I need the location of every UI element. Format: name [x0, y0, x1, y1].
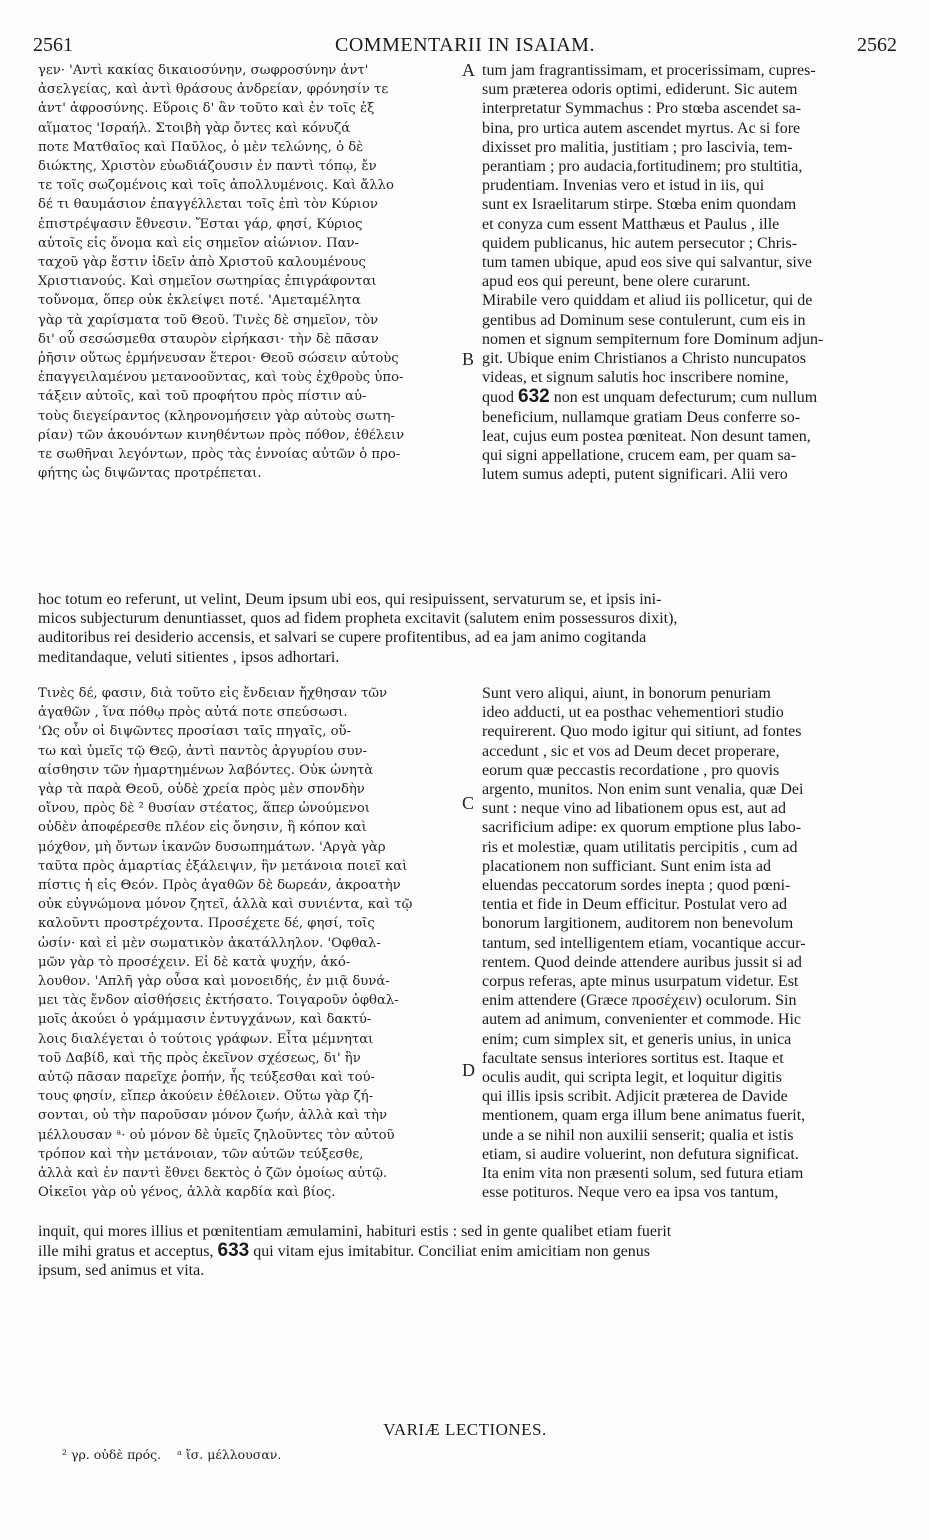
latin-line: sum præterea odoris optimi, ediderunt. Sic autem: [482, 81, 798, 99]
latin-line: git. Ubique enim Christianos a Christo nuncupatos: [482, 350, 806, 368]
latin-full-line: inquit, qui mores illius et pœnitentiam æmulamini, habituri estis : sed in gente qualibet etiam fuerit: [38, 1223, 672, 1240]
greek-line: δέ τι θαυμάσιον ἐπαγγέλλεται τοῖς ἐπὶ τὸν Κύριον: [38, 197, 378, 213]
greek-line: οἴνου, πρὸς δὲ ² θυσίαν στέατος, ἅπερ ὠνούμενοι: [38, 801, 370, 817]
latin-line: Ita enim vita non præsenti solum, sed futura etiam: [482, 1165, 804, 1183]
greek-line: τους φησίν, εἴπερ ἀκούειν ἐθέλοιεν. Οὕτω γὰρ ζή-: [38, 1089, 374, 1105]
greek-line: τε σωθῆναι λεγόντων, πρὸς τὰς ἐννοίας αὐτῶν ὁ προ-: [38, 447, 401, 463]
latin-line: ideo adducti, ut ea posthac vehementiori studio: [482, 704, 784, 722]
latin-column-a: [482, 61, 897, 484]
greek-line: τε τοῖς σωζομένοις καὶ τοῖς ἀπολλυμένοις. Καὶ ἄλλο: [38, 178, 394, 194]
greek-line: τοῦ Δαβίδ, καὶ τῆς πρὸς ἐκεῖνον σχέσεως, δι' ἣν: [38, 1050, 361, 1066]
latin-full-line: micos subjecturum denuntiasset, quos ad fidem propheta excitavit (salutem enim possessuros dixit),: [38, 610, 678, 628]
latin-line: apud eos qui pereunt, bene olere curarunt.: [482, 273, 751, 291]
greek-line: ἐπιστρέψασιν ἔθνεσιν. Ἔσται γάρ, φησί, Κύριος: [38, 216, 363, 232]
running-title: COMMENTARII IN ISAIAM.: [335, 34, 595, 56]
greek-line: μόχθον, μὴ ὄντων ἱκανῶν δυσωπημάτων. 'Αργὰ γὰρ: [38, 839, 386, 855]
latin-full-width-a: [38, 590, 677, 667]
latin-line: bina, pro urtica autem ascendet myrtus. Ac si fore: [482, 119, 801, 137]
latin-line: autem ad animum, convenienter et commode. Hic: [482, 1011, 801, 1029]
greek-line: τοὔνομα, ὅπερ οὐκ ἐκλείψει ποτέ. 'Αμεταμέλητα: [38, 293, 361, 309]
latin-line: gentibus ad Dominum sese contulerunt, cum eis in: [482, 311, 806, 329]
greek-line: 'Ως οὖν οἱ διψῶντες προσίασι ταῖς πηγαῖς, οὕ-: [38, 724, 351, 740]
greek-line: γεν· 'Αντὶ κακίας δικαιοσύνην, σωφροσύνην ἀντ': [38, 63, 369, 78]
greek-column-b: [38, 684, 458, 1202]
latin-full-line: auditoribus rei desiderio accensis, et salvari se cupere profitentibus, ad ea jam animo cogitanda: [38, 629, 647, 647]
latin-line: tentia et fide in Deum efficitur. Postulat vero ad: [482, 896, 787, 914]
latin-line: enim attendere (Græce προσέχειν) oculorum. Sin: [482, 992, 797, 1010]
latin-line: accedunt , sic et vos ad Deum decet properare,: [482, 742, 780, 760]
latin-line: mentionem, quam erga illum bene animatus fuerit,: [482, 1107, 806, 1125]
greek-line: ῥῆσιν οὕτως ἑρμήνευσαν ἕτεροι· Θεοῦ σώσειν αὐτοὺς: [38, 351, 399, 367]
latin-line: sunt ex Israelitarum stirpe. Stœba enim quondam: [482, 196, 797, 214]
latin-line: bonorum largitionem, auditorem non benevolum: [482, 915, 794, 933]
greek-line: ταῦτα πρὸς ἁμαρτίας ἐξάλειψιν, ἣν μετάνοια ποιεῖ καὶ: [38, 858, 408, 874]
greek-line: λοις διαλέγεται ὁ τούτοις γράφων. Εἶτα μέμνηται: [38, 1031, 374, 1047]
greek-line: αἵματος 'Ισραήλ. Στοιβὴ γὰρ ὄντες καὶ κόνυζά: [38, 120, 351, 136]
page-number-right: 2562: [857, 34, 897, 56]
latin-line: leat, cujus eum postea pœniteat. Non desunt tamen,: [482, 427, 811, 445]
greek-line: διώκτης, Χριστὸν εὐωδιάζουσιν ἐν παντὶ τόπῳ, ἔν: [38, 159, 377, 175]
latin-line: dixisset pro malitia, justitiam ; pro lascivia, tem-: [482, 138, 793, 156]
greek-line: αὐτῷ πᾶσαν παρεῖχε ῥοπήν, ἧς τεύξεσθαι καὶ τού-: [38, 1070, 376, 1086]
latin-line: perantiam ; pro audacia,fortitudinem; pro stultitia,: [482, 158, 803, 176]
greek-line: γὰρ τὰ χαρίσματα τοῦ Θεοῦ. Τινὲς δὲ σημεῖον, τὸν: [38, 312, 379, 328]
greek-line: μῶν γὰρ τὸ προσέχειν. Εἰ δὲ κατὰ ψυχήν, ἀκό-: [38, 954, 351, 970]
latin-column-b: [482, 684, 897, 1202]
margin-marker-b: B: [462, 349, 475, 369]
latin-full-line: meditandaque, veluti sitientes , ipsos adhortari.: [38, 648, 340, 666]
greek-line: Τινὲς δέ, φασιν, διὰ τοῦτο εἰς ἔνδειαν ἤχθησαν τῶν: [38, 686, 388, 701]
greek-line: ἀλλὰ καὶ ἐν παντὶ ἔθνει δεκτὸς ὁ ζῶν ὁμοίως αὐτῷ.: [38, 1166, 388, 1182]
latin-line: quidem publicanus, hic autem persecutor ; Chris-: [482, 234, 798, 252]
greek-line: ἀντ' ἀφροσύνης. Εὕροις δ' ἂν τοῦτο καὶ ἐν τοῖς ἐξ: [38, 101, 375, 117]
page-number-left: 2561: [33, 34, 73, 56]
greek-line: αὐτοῖς εἰς ὄνομα καὶ εἰς σημεῖον αἰώνιον. Παν-: [38, 235, 360, 251]
latin-line: beneficium, nullamque gratiam Deus conferre so-: [482, 408, 801, 426]
latin-line: tum jam fragrantissimam, et procerissimam, cupres-: [482, 62, 816, 79]
greek-line: ἀγαθῶν , ἵνα πόθῳ πρὸς αὐτά ποτε σπεύσωσι.: [38, 705, 348, 721]
latin-line: lutem sumus adepti, putent significari. Alii vero: [482, 466, 788, 484]
greek-line: φήτης ὡς διψῶντας προτρέπεται.: [38, 466, 262, 482]
latin-line: oculis audit, qui scripta legit, et loquitur digitis: [482, 1069, 782, 1087]
latin-line: qui illis ipsis scribit. Adjicit præterea de Davide: [482, 1088, 788, 1106]
latin-line: corpus referas, apte minus usurpatum videtur. Est: [482, 973, 799, 991]
greek-column-a: [38, 61, 458, 483]
greek-line: οὐδὲν ἀποφέρεσθε πλέον εἰς ὄνησιν, ἢ κόπον καὶ: [38, 820, 367, 836]
greek-line: τάξειν αὐτοῖς, καὶ τοῦ προφήτου πρὸς πίστιν αὐ-: [38, 389, 367, 405]
page-header: [33, 14, 897, 54]
latin-line: rentem. Quod deinde attendere auribus jussit si ad: [482, 953, 802, 971]
latin-line: placationem non sufficiant. Sunt enim ista ad: [482, 857, 771, 875]
variae-lectiones-heading: VARIÆ LECTIONES.: [383, 1420, 547, 1439]
latin-line: esse potituros. Neque vero ea ipsa vos tantum,: [482, 1184, 779, 1202]
latin-full-line: ille mihi gratus et acceptus, 633 qui vitam ejus imitabitur. Conciliat enim amicitiam non genus: [38, 1240, 651, 1262]
latin-line: tum tamen ubique, apud eos sive qui salvantur, sive: [482, 254, 812, 272]
latin-line: etiam, si audire voluerint, non defutura significat.: [482, 1145, 799, 1163]
latin-line: et conyza cum essent Matthæus et Paulus , ille: [482, 215, 780, 233]
greek-line: ἀσελγείας, καὶ ἀντὶ θράσους ἀνδρείαν, φρόνησίν τε: [38, 82, 389, 98]
greek-line: Οἰκεῖοι γὰρ οὐ γένος, ἀλλὰ καρδία καὶ βίος.: [38, 1185, 336, 1201]
greek-line: ἐπαγγειλαμένου μετανοοῦντας, καὶ τοὺς ἐχθροὺς ὑπο-: [38, 370, 404, 386]
greek-line: μοῖς ἀκούει ὁ γράμμασιν ἐντυγχάνων, καὶ δακτύ-: [38, 1012, 372, 1028]
greek-line: οὐκ εὐγνώμονα μόνον ζητεῖ, ἀλλὰ καὶ συνιέντα, καὶ τῷ: [38, 897, 413, 913]
latin-line: requirerent. Quo modo igitur qui sitiunt, ad fontes: [482, 723, 802, 741]
latin-line: ris et molestiæ, quam utilitatis percipitis , cum ad: [482, 838, 798, 856]
greek-line: σονται, οὐ τὴν παροῦσαν μόνον ζωήν, ἀλλὰ καὶ τὴν: [38, 1108, 387, 1124]
latin-line: prudentiam. Invenias vero et istud in iis, qui: [482, 177, 765, 195]
greek-line: ταχοῦ γὰρ ἔστιν ἰδεῖν ἀπὸ Χριστοῦ καλουμένους: [38, 255, 366, 271]
variae-lectiones-notes: ² γρ. οὐδὲ πρός. ᵃ ἴσ. μέλλουσαν.: [62, 1447, 282, 1462]
latin-line: eorum quæ peccastis recordatione , pro quovis: [482, 761, 780, 779]
latin-line: nomen et signum sempiternum fore Dominum adjun-: [482, 330, 824, 348]
greek-line: τω καὶ ὑμεῖς τῷ Θεῷ, ἀντὶ παντὸς ἀργυρίου συν-: [38, 743, 368, 759]
greek-line: δι' οὗ σεσώσμεθα σταυρὸν εἰρήκασι· τὴν δὲ πᾶσαν: [38, 331, 379, 347]
margin-marker-c: C: [462, 793, 475, 813]
greek-line: ρίαν) τῶν ἀκουόντων κινηθέντων πρὸς πόθον, ἐθέλειν: [38, 427, 405, 443]
margin-marker-d: D: [462, 1060, 475, 1080]
latin-line: interpretatur Symmachus : Pro stœba ascendet sa-: [482, 100, 802, 118]
latin-line: eluendas peccatorum sordes inepta ; quod pœni-: [482, 877, 791, 895]
latin-line: sacrificium adipe: ex quorum emptione plus labo-: [482, 819, 802, 837]
latin-line: argento, munitos. Non enim sunt venalia, quæ Dei: [482, 781, 804, 799]
greek-line: τοὺς διεγείραντος (κληρονομήσειν γὰρ αὐτοὺς σωτη-: [38, 408, 396, 424]
greek-line: τρόπον καὶ τὴν μετάνοιαν, τῶν αὐτῶν τεύξεσθε,: [38, 1146, 364, 1162]
latin-line: Sunt vero aliqui, aiunt, in bonorum penuriam: [482, 685, 771, 702]
greek-line: πίστις ἡ εἰς Θεόν. Πρὸς ἀγαθῶν δὲ δωρεάν, ἀκροατὴν: [38, 878, 401, 894]
greek-line: καλοῦντι προστρέχοντα. Προσέχετε δέ, φησί, τοῖς: [38, 916, 375, 932]
greek-line: λουθον. 'Απλῆ γὰρ οὖσα καὶ μονοειδής, ἐν μιᾷ δυνά-: [38, 974, 390, 990]
latin-full-width-b: [38, 1222, 671, 1281]
latin-full-line: hoc totum eo referunt, ut velint, Deum ipsum ubi eos, qui resipuissent, servaturum se, et ipsis ini-: [38, 591, 662, 608]
greek-line: ποτε Ματθαῖος καὶ Παῦλος, ὁ μὲν τελώνης, ὁ δὲ: [38, 139, 364, 155]
greek-line: γὰρ τὰ παρὰ Θεοῦ, οὐδὲ χρεία πρὸς μὲν σπονδὴν: [38, 782, 365, 798]
latin-line: unde a se nihil non auxilii senserit; qualia et istis: [482, 1126, 794, 1144]
latin-line: tantum, sed intelligentem etiam, vocantique accur-: [482, 934, 806, 952]
latin-line: qui signi appellatione, crucem eam, per quam sa-: [482, 447, 797, 465]
greek-line: μει τὰς ἔνδον αἰσθήσεις ἐκτήσατο. Τοιγαροῦν ὀφθαλ-: [38, 993, 399, 1009]
latin-line: videas, et signum salutis hoc inscribere nomine,: [482, 369, 789, 387]
latin-line: Mirabile vero quiddam et aliud iis pollicetur, qui de: [482, 292, 813, 310]
latin-line: quod 632 non est unquam defecturum; cum nullum: [482, 386, 818, 408]
latin-line: facultate sensus interiores sortitus est. Itaque et: [482, 1049, 784, 1067]
greek-line: ὠσίν· καὶ εἰ μὲν σωματικὸν ἀκατάλληλον. 'Οφθαλ-: [38, 935, 381, 951]
greek-line: Χριστιανούς. Καὶ σημεῖον σωτηρίας ἐπιγράφονται: [38, 274, 377, 290]
latin-line: sunt : neque vino ad libationem opus est, aut ad: [482, 800, 786, 818]
latin-full-line: ipsum, sed animus et vita.: [38, 1262, 205, 1280]
latin-line: enim; cum simplex sit, et generis unius, in unica: [482, 1030, 792, 1048]
greek-line: μέλλουσαν ᵃ· οὐ μόνον δὲ ὑμεῖς ζηλοῦντες τὸν αὐτοῦ: [38, 1127, 395, 1143]
greek-line: αίσθησιν τῶν ἡμαρτημένων λαβόντες. Οὐκ ὠνητὰ: [38, 762, 374, 778]
margin-marker-a: A: [462, 60, 475, 80]
